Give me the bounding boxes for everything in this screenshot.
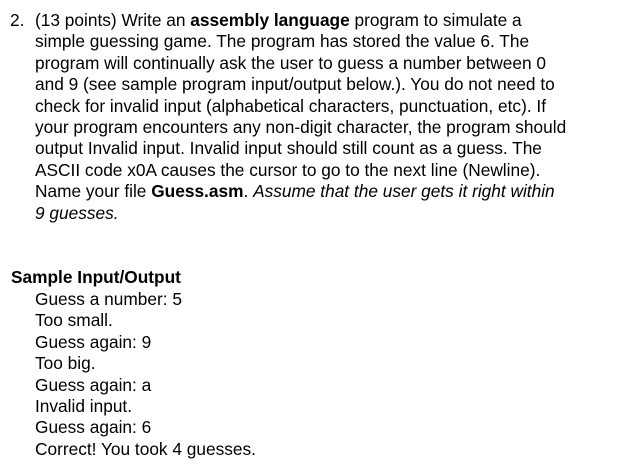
problem-line-10: 9 guesses. xyxy=(35,202,119,223)
line-9-period: . xyxy=(243,181,254,202)
sample-io-list xyxy=(35,289,256,460)
sample-io-line: Guess again: a xyxy=(35,374,152,395)
sample-io-line: Too small. xyxy=(35,310,113,331)
filename-emphasis: Guess.asm xyxy=(151,181,244,202)
problem-line-3: program will continually ask the user to guess a number between 0 xyxy=(35,52,547,73)
problem-line-8: ASCII code x0A causes the cursor to go to the next line (Newline). xyxy=(35,159,541,180)
problem-line-5: check for invalid input (alphabetical characters, punctuation, etc). If xyxy=(35,95,547,116)
line-1-text-end: program to simulate a xyxy=(349,10,522,30)
problem-number: 2. xyxy=(10,10,25,30)
line-1-text: (13 points) Write an xyxy=(35,10,191,30)
problem-line-1 xyxy=(35,10,616,31)
line-9-text: Name your file xyxy=(35,181,152,202)
problem-line-2: simple guessing game. The program has stored the value 6. The xyxy=(35,31,530,52)
sample-io-line: Correct! You took 4 guesses. xyxy=(35,438,256,459)
problem-line-7: output Invalid input. Invalid input should still count as a guess. The xyxy=(35,138,542,159)
sample-io-line: Too big. xyxy=(35,353,96,374)
problem-line-4: and 9 (see sample program input/output below.). You do not need to xyxy=(35,74,555,95)
sample-io-title: Sample Input/Output xyxy=(11,267,181,287)
sample-io-line: Guess a number: 5 xyxy=(35,289,182,309)
sample-io-line: Guess again: 9 xyxy=(35,331,152,352)
assumption-text: Assume that the user gets it right within xyxy=(253,181,555,202)
sample-io-line: Guess again: 6 xyxy=(35,417,152,438)
problem-line-6: your program encounters any non-digit character, the program should xyxy=(35,117,567,138)
problem-line-9 xyxy=(35,181,616,202)
problem-2 xyxy=(10,10,616,224)
problem-text xyxy=(35,10,616,224)
sample-io-line: Invalid input. xyxy=(35,396,133,417)
assembly-language-emphasis: assembly language xyxy=(190,10,350,30)
